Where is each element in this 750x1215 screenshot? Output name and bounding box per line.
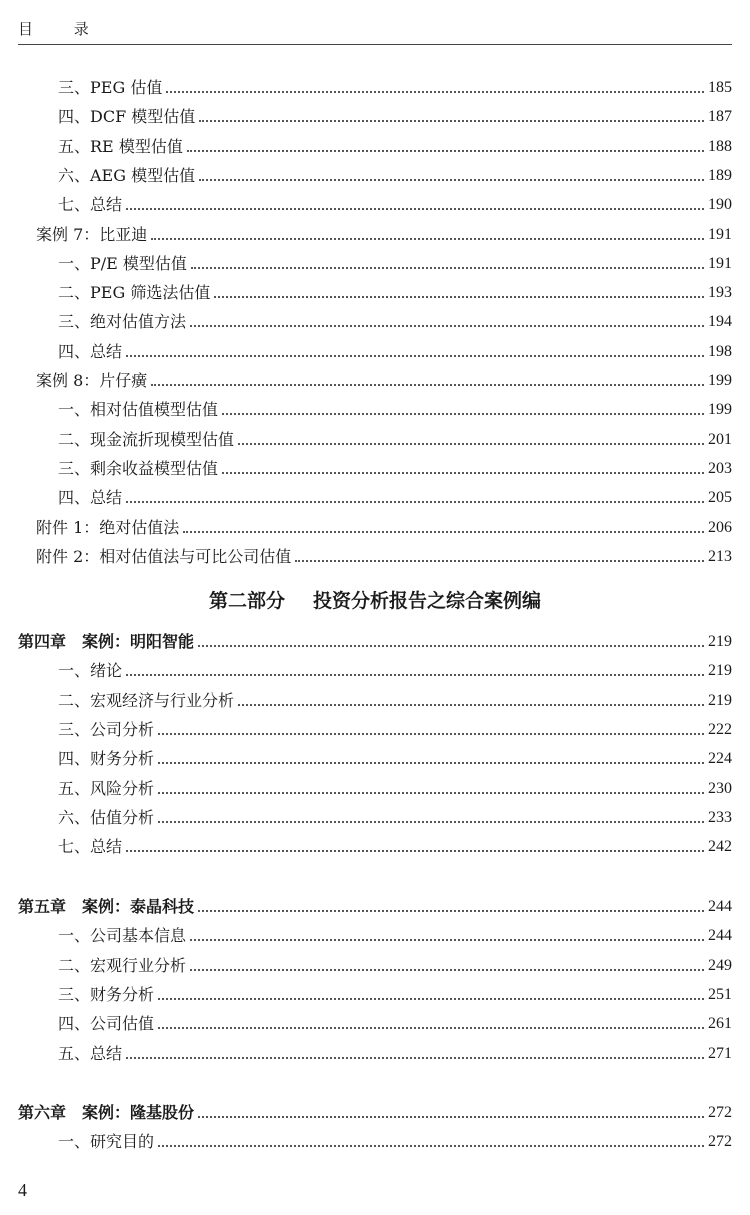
dot-leader — [190, 939, 704, 941]
dot-leader — [126, 501, 704, 503]
dot-leader — [190, 325, 704, 327]
toc-entry-page: 203 — [708, 460, 732, 477]
dot-leader — [222, 472, 704, 474]
toc-entry-label: 附件 1：绝对估值法 — [36, 518, 180, 537]
dot-leader — [166, 91, 704, 93]
toc-entry-page: 205 — [708, 489, 732, 506]
dot-leader — [191, 267, 704, 269]
toc-entry-page: 187 — [708, 108, 732, 125]
part-number: 第二部分 — [208, 590, 285, 612]
toc-entry-page: 219 — [708, 692, 732, 709]
toc-entry — [58, 975, 732, 1005]
dot-leader — [158, 792, 704, 794]
toc-entry-page: 261 — [708, 1015, 732, 1032]
chapter-entry — [18, 622, 732, 652]
toc-entry-page: 199 — [708, 372, 732, 389]
toc-entry-page: 188 — [708, 138, 732, 155]
toc-entry-label: 三、财务分析 — [58, 985, 155, 1004]
toc-entry-label: 案例 8：片仔癀 — [36, 371, 148, 390]
toc-entry — [58, 1122, 732, 1152]
running-header: 目 录 — [18, 20, 107, 38]
toc-entry — [58, 946, 732, 976]
toc-entry-label: 二、PEG 筛选法估值 — [58, 283, 211, 302]
toc-entry-page: 194 — [708, 313, 732, 330]
toc-entry-page: 198 — [708, 343, 732, 360]
dot-leader — [238, 704, 704, 706]
toc-entry-page: 206 — [708, 519, 732, 536]
toc-entry — [58, 127, 732, 157]
toc-entry-label: 三、剩余收益模型估值 — [58, 459, 219, 478]
toc-entry-label: 四、总结 — [58, 342, 123, 361]
toc-entry-label: 七、总结 — [58, 195, 123, 214]
toc-entry-label: 五、总结 — [58, 1044, 123, 1063]
part-name: 投资分析报告之综合案例编 — [313, 590, 542, 612]
dot-leader — [214, 296, 704, 298]
dot-leader — [198, 645, 704, 647]
toc-entry-page: 271 — [708, 1045, 732, 1062]
dot-leader — [222, 413, 704, 415]
toc-entry — [58, 244, 732, 274]
toc-entry — [58, 420, 732, 450]
toc-entry — [58, 710, 732, 740]
toc-entry-label: 一、公司基本信息 — [58, 926, 187, 945]
toc-entry-page: 272 — [708, 1133, 732, 1150]
dot-leader — [199, 179, 704, 181]
toc-entry-page: 193 — [708, 284, 732, 301]
toc-entry — [58, 769, 732, 799]
toc-entry-label: 二、宏观经济与行业分析 — [58, 691, 235, 710]
toc-entry-page: 213 — [708, 548, 732, 565]
toc-entry-label: 五、风险分析 — [58, 779, 155, 798]
toc-entry-page: 242 — [708, 838, 732, 855]
toc-entry — [36, 537, 732, 567]
header-rule — [18, 44, 732, 45]
dot-leader — [126, 355, 704, 357]
dot-leader — [158, 733, 704, 735]
toc-entry-label: 第六章 案例：隆基股份 — [18, 1103, 195, 1122]
toc-entry — [58, 739, 732, 769]
toc-entry-page: 233 — [708, 809, 732, 826]
toc-entry — [58, 390, 732, 420]
toc-entry-page: 230 — [708, 780, 732, 797]
toc-entry-page: 272 — [708, 1104, 732, 1121]
toc-entry-page: 249 — [708, 957, 732, 974]
toc-entry-page: 189 — [708, 167, 732, 184]
toc-entry-page: 219 — [708, 633, 732, 650]
toc-entry — [58, 332, 732, 362]
toc-entry — [58, 302, 732, 332]
toc-entry-page: 191 — [708, 255, 732, 272]
chapter-entry — [18, 1093, 732, 1123]
toc-entry — [36, 215, 732, 245]
dot-leader — [126, 850, 704, 852]
toc-entry — [58, 273, 732, 303]
toc-entry-label: 六、AEG 模型估值 — [58, 166, 196, 185]
dot-leader — [158, 762, 704, 764]
toc-entry — [58, 681, 732, 711]
toc-entry-label: 第五章 案例：泰晶科技 — [18, 897, 195, 916]
toc-entry-label: 第四章 案例：明阳智能 — [18, 632, 195, 651]
toc-entry — [58, 68, 732, 98]
toc-entry-label: 一、绪论 — [58, 661, 123, 680]
toc-entry-page: 199 — [708, 401, 732, 418]
toc-entry-label: 四、DCF 模型估值 — [58, 107, 196, 126]
chapter-entry — [18, 887, 732, 917]
toc-entry-label: 附件 2：相对估值法与可比公司估值 — [36, 547, 292, 566]
dot-leader — [151, 238, 704, 240]
toc-entry-label: 一、相对估值模型估值 — [58, 400, 219, 419]
dot-leader — [158, 821, 704, 823]
part-title — [0, 586, 750, 613]
dot-leader — [183, 531, 704, 533]
toc-entry — [58, 449, 732, 479]
page-number: 4 — [18, 1180, 27, 1200]
toc-entry-label: 一、研究目的 — [58, 1132, 155, 1151]
toc-entry-page: 191 — [708, 226, 732, 243]
dot-leader — [158, 1145, 704, 1147]
toc-entry-label: 三、PEG 估值 — [58, 78, 163, 97]
dot-leader — [199, 120, 704, 122]
toc-entry-label: 四、财务分析 — [58, 749, 155, 768]
toc-entry-page: 201 — [708, 431, 732, 448]
toc-entry — [58, 827, 732, 857]
dot-leader — [295, 560, 704, 562]
toc-entry — [58, 651, 732, 681]
toc-entry-label: 五、RE 模型估值 — [58, 137, 183, 156]
toc-entry — [58, 1034, 732, 1064]
toc-entry-label: 一、P/E 模型估值 — [58, 254, 187, 273]
toc-entry — [58, 185, 732, 215]
toc-entry-label: 案例 7：比亚迪 — [36, 225, 148, 244]
toc-entry — [36, 508, 732, 538]
dot-leader — [126, 1057, 704, 1059]
toc-entry-label: 七、总结 — [58, 837, 123, 856]
toc-entry-page: 244 — [708, 927, 732, 944]
dot-leader — [190, 969, 704, 971]
dot-leader — [158, 1027, 704, 1029]
toc-entry — [58, 97, 732, 127]
toc-entry — [58, 1004, 732, 1034]
dot-leader — [238, 443, 704, 445]
dot-leader — [126, 674, 704, 676]
toc-entry-page: 224 — [708, 750, 732, 767]
dot-leader — [158, 998, 704, 1000]
dot-leader — [198, 910, 704, 912]
toc-entry-page: 185 — [708, 79, 732, 96]
toc-entry-label: 三、绝对估值方法 — [58, 312, 187, 331]
dot-leader — [126, 208, 704, 210]
toc-entry-page: 251 — [708, 986, 732, 1003]
toc-entry — [36, 361, 732, 391]
toc-entry-page: 244 — [708, 898, 732, 915]
toc-entry-page: 219 — [708, 662, 732, 679]
dot-leader — [187, 150, 704, 152]
toc-entry — [58, 798, 732, 828]
toc-entry-page: 222 — [708, 721, 732, 738]
toc-entry — [58, 478, 732, 508]
toc-entry — [58, 156, 732, 186]
dot-leader — [198, 1116, 704, 1118]
toc-entry-label: 三、公司分析 — [58, 720, 155, 739]
toc-entry-label: 二、宏观行业分析 — [58, 956, 187, 975]
toc-entry-page: 190 — [708, 196, 732, 213]
toc-entry-label: 四、总结 — [58, 488, 123, 507]
toc-entry-label: 四、公司估值 — [58, 1014, 155, 1033]
toc-entry-label: 二、现金流折现模型估值 — [58, 430, 235, 449]
dot-leader — [151, 384, 704, 386]
toc-entry — [58, 916, 732, 946]
toc-entry-label: 六、估值分析 — [58, 808, 155, 827]
